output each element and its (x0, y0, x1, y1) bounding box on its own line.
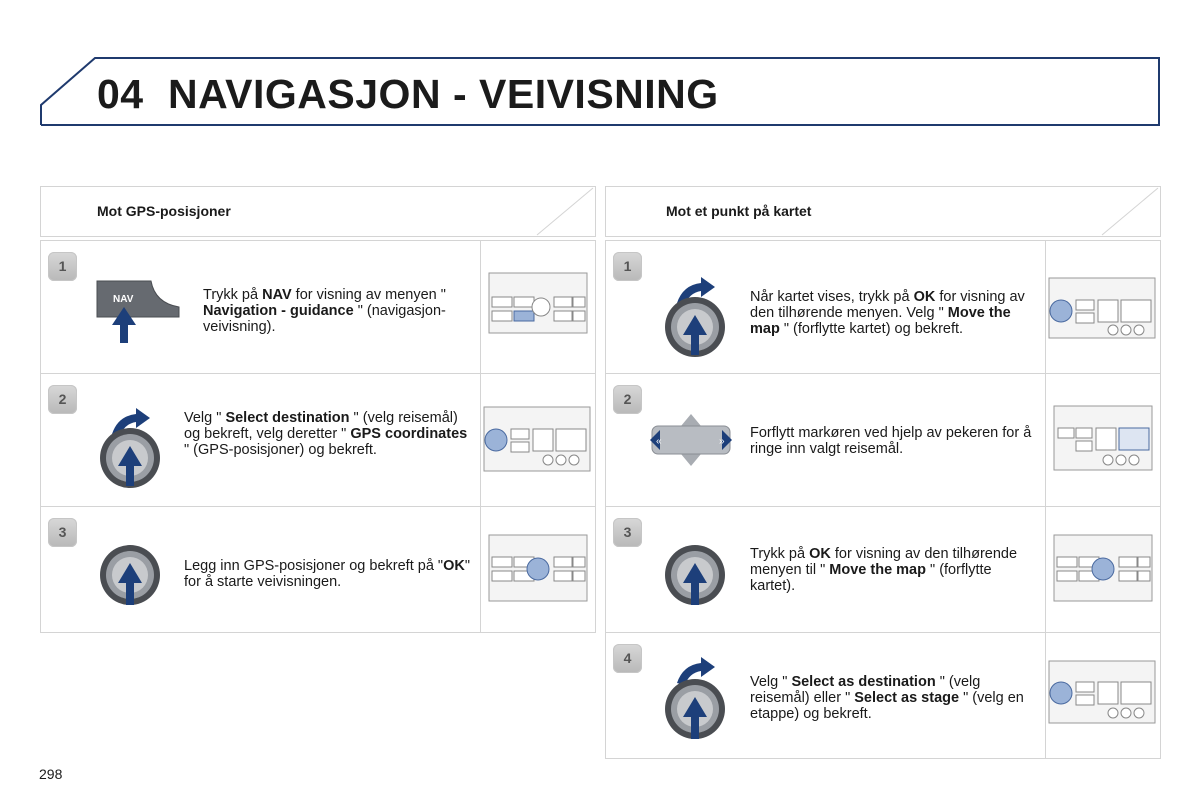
radio-panel-image (480, 374, 595, 506)
nav-button-label: NAV (113, 294, 134, 305)
rotary-knob-icon (96, 531, 166, 611)
section-header-gps (40, 186, 596, 237)
step-text: Trykk på OK for visning av den tilhørende menyen til " Move the map " (forflytte kartet). (750, 546, 1018, 594)
step-text: Legg inn GPS-posisjoner og bekreft på "OK" for å starte veivisningen. (184, 558, 470, 590)
gps-step-3 (40, 506, 596, 633)
page-number: 298 (39, 766, 63, 782)
step-number-badge: 1 (48, 252, 77, 281)
directional-pad-icon (646, 412, 736, 468)
map-step-3 (605, 506, 1161, 633)
section-header-map (605, 186, 1161, 237)
step-text: Trykk på NAV for visning av menyen " Navigation - guidance " (navigasjon-veivisning). (203, 287, 446, 335)
step-text: Velg " Select destination " (velg reisemål) og bekreft, velg deretter " GPS coordinates " (GPS-posisjoner) og bekreft. (184, 410, 468, 458)
gps-step-1 (40, 240, 596, 374)
svg-text:«: « (656, 436, 662, 447)
chapter-title: NAVIGASJON - VEIVISNING (168, 71, 719, 117)
radio-panel-image (1045, 374, 1160, 506)
chapter-number: 04 (97, 71, 144, 117)
step-text: Forflytt markøren ved hjelp av pekeren for å ringe inn valgt reisemål. (750, 425, 1032, 457)
map-step-4 (605, 632, 1161, 759)
rotary-knob-icon (661, 643, 731, 748)
step-number-badge: 4 (613, 644, 642, 673)
step-number-badge: 2 (613, 385, 642, 414)
step-text: Når kartet vises, trykk på OK for visning av den tilhørende menyen. Velg " Move the map " (forflytte kartet) og bekreft. (750, 289, 1025, 337)
gps-step-2 (40, 373, 596, 507)
radio-panel-image (1045, 633, 1160, 758)
radio-panel-image (480, 241, 595, 373)
section-title-gps: Mot GPS-posisjoner (97, 203, 231, 219)
rotary-knob-icon (96, 394, 166, 494)
map-step-1 (605, 240, 1161, 374)
svg-text:»: » (719, 436, 725, 447)
map-step-2 (605, 373, 1161, 507)
radio-panel-image (1045, 507, 1160, 632)
rotary-knob-icon (661, 263, 731, 363)
step-number-badge: 3 (48, 518, 77, 547)
step-number-badge: 2 (48, 385, 77, 414)
nav-button-icon (93, 277, 183, 347)
rotary-knob-icon (661, 531, 731, 611)
step-number-badge: 1 (613, 252, 642, 281)
radio-panel-image (480, 507, 595, 632)
step-number-badge: 3 (613, 518, 642, 547)
section-title-map: Mot et punkt på kartet (666, 203, 812, 219)
radio-panel-image (1045, 241, 1160, 373)
step-text: Velg " Select as destination " (velg reisemål) eller " Select as stage " (velg en etappe) og bekreft. (750, 674, 1024, 722)
